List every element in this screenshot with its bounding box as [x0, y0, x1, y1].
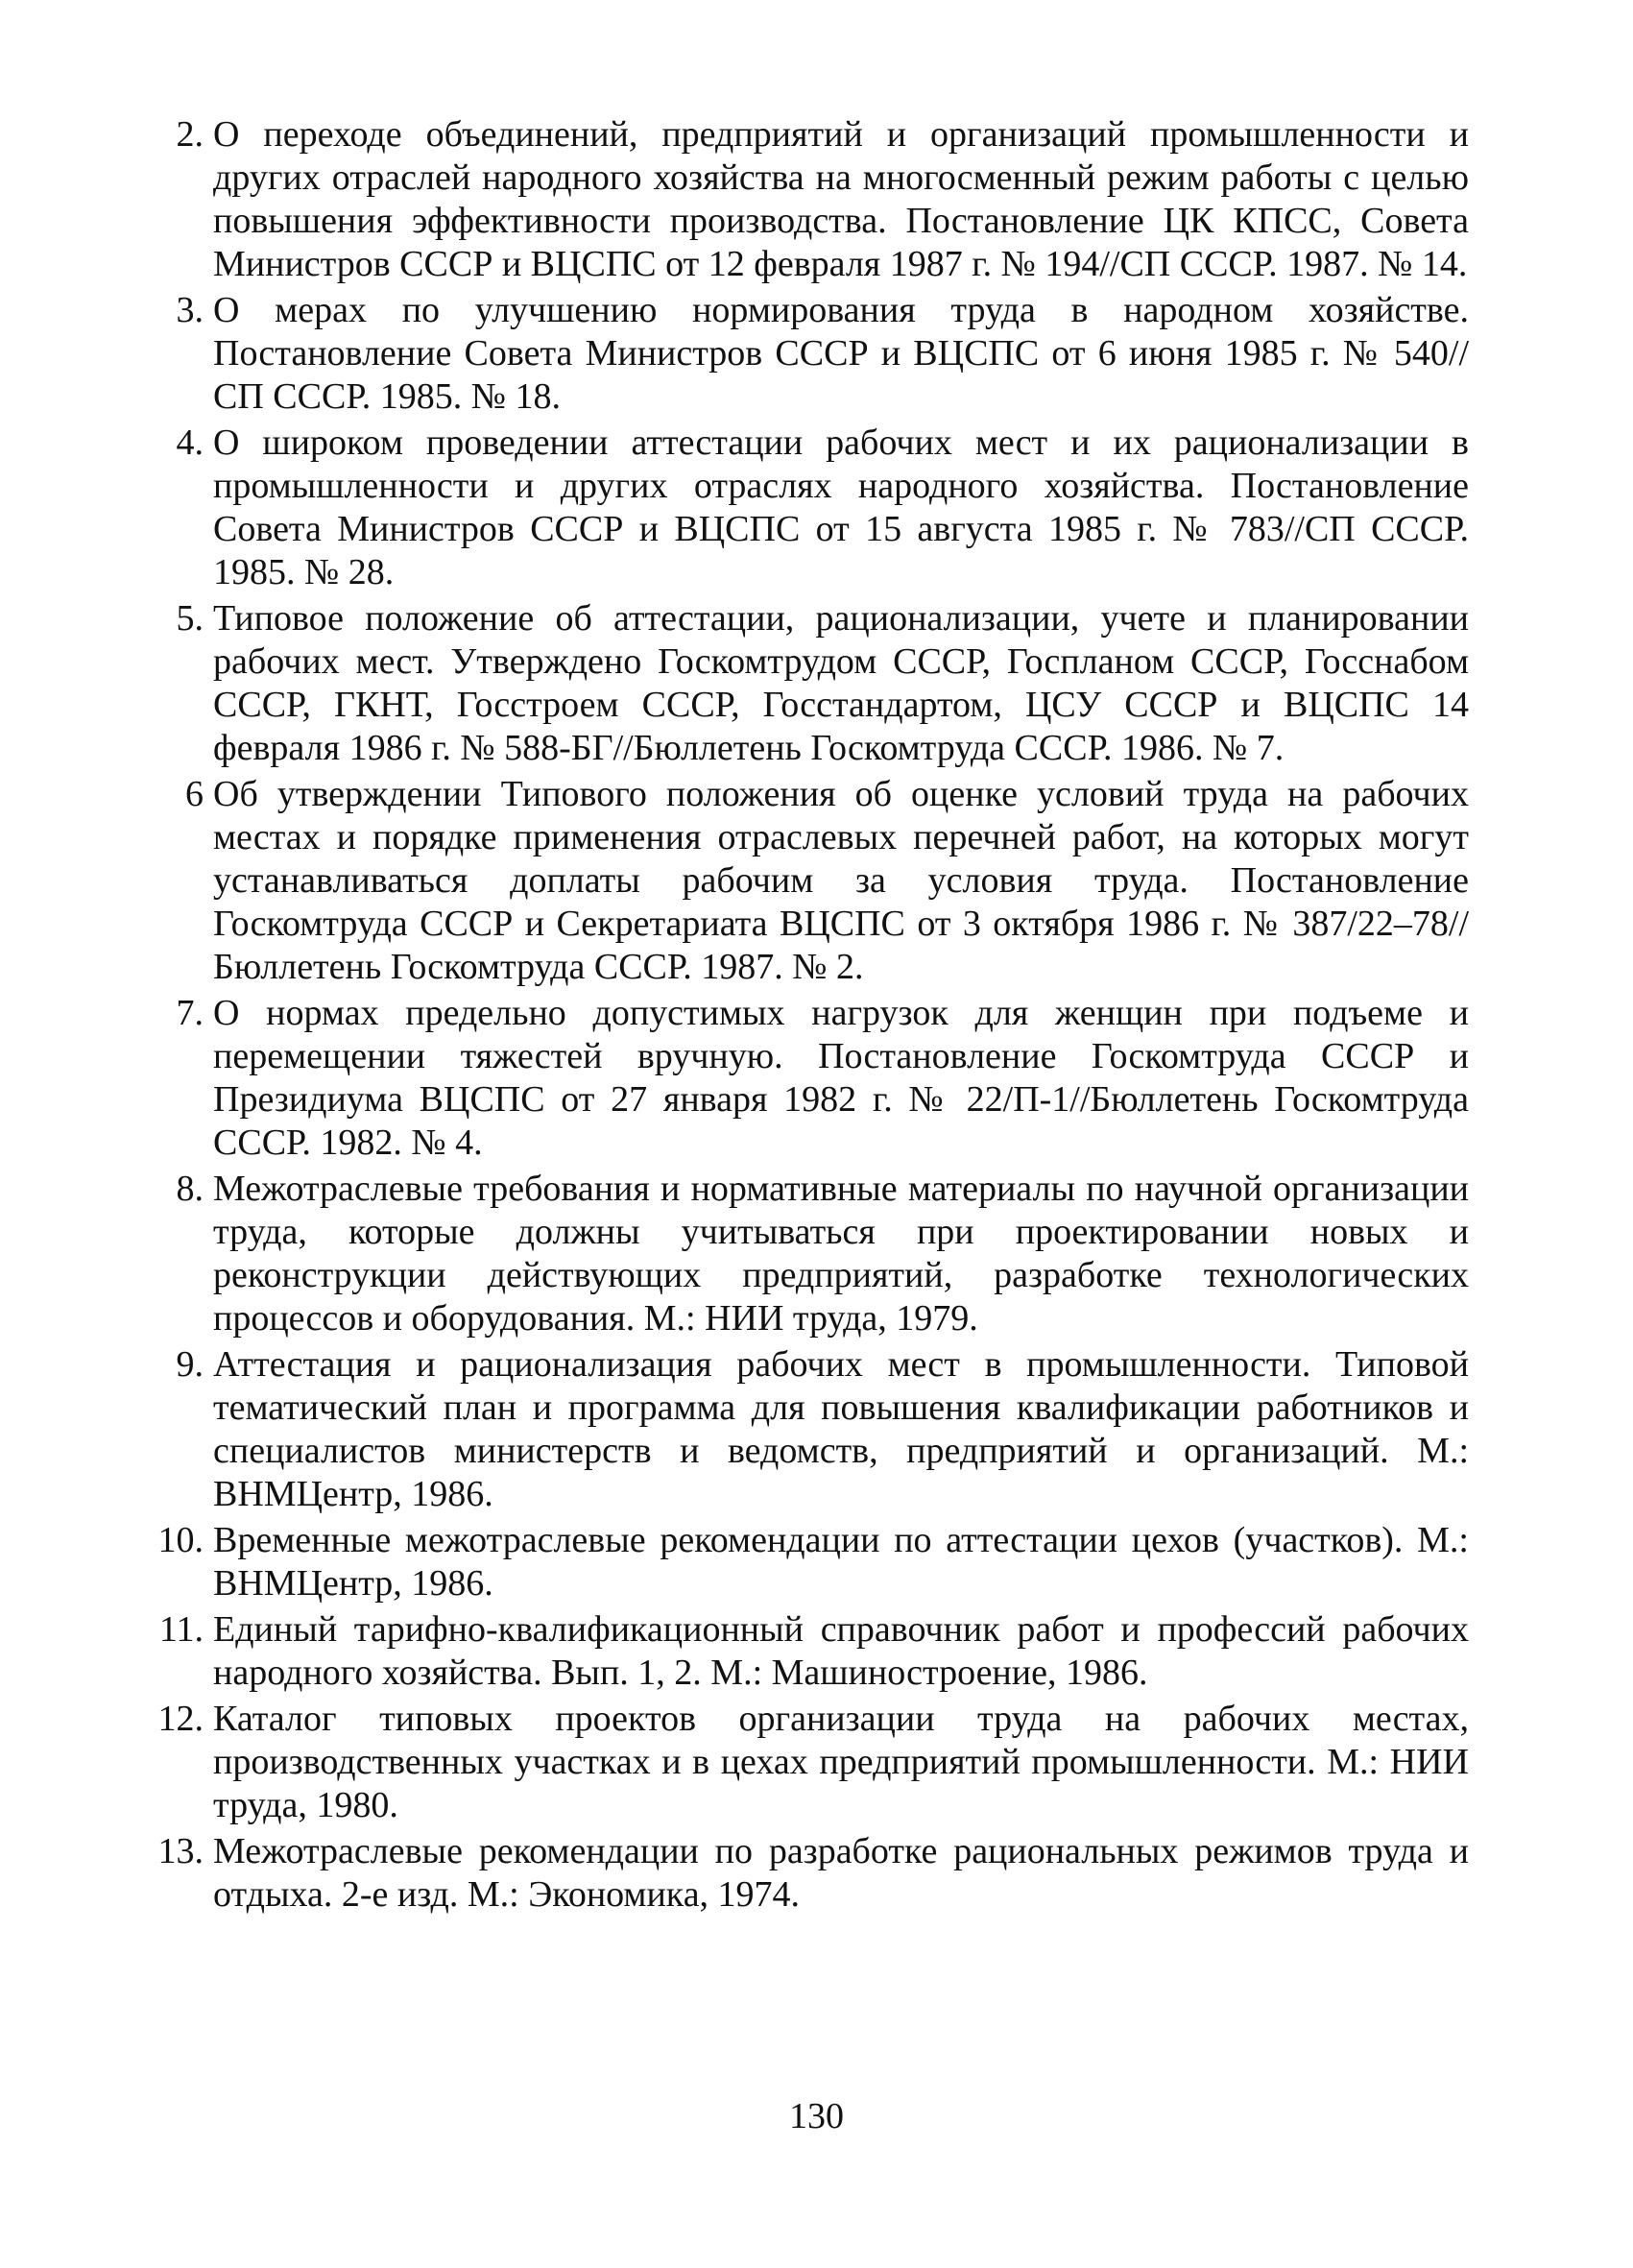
- reference-text: Каталог типовых проектов организации труда на рабочих местах, производственных участках и в цехах предприятий промышленности. М.: НИИ труда, 1980.: [213, 1699, 1469, 1825]
- reference-number: 5.: [176, 598, 204, 639]
- reference-text: Об утверждении Типового положения об оценке условий труда на рабочих местах и порядке применения отраслевых перечней работ, на которых могут устанавливаться доплаты рабочим за условия труда. Постановление Госкомтруда СССР и Секретариата ВЦСПС от 3 октября 1986 г. № 387/22–78//Бюллетень Госкомтруда СССР. 1987. № 2.: [213, 774, 1469, 987]
- reference-number: 3.: [176, 290, 204, 330]
- reference-number: 12.: [157, 1699, 204, 1739]
- reference-item: [144, 1519, 1469, 1605]
- reference-item: [144, 1608, 1469, 1695]
- reference-item: [144, 1698, 1469, 1827]
- reference-number: 9.: [176, 1344, 204, 1385]
- reference-text: Временные межотраслевые рекомендации по аттестации цехов (участков). М.: ВНМЦентр, 1986.: [213, 1520, 1469, 1604]
- reference-text: О мерах по улучшению нормирования труда в народном хозяйстве. Постановление Совета Министров СССР и ВЦСПС от 6 июня 1985 г. № 540//СП СССР. 1985. № 18.: [213, 290, 1469, 417]
- reference-number: 13.: [157, 1831, 204, 1871]
- reference-item: [144, 1168, 1469, 1340]
- reference-item: [144, 992, 1469, 1165]
- reference-item: [144, 113, 1469, 286]
- reference-number: 2.: [176, 114, 204, 155]
- reference-number: 4.: [176, 422, 204, 463]
- reference-number: 7.: [176, 993, 204, 1033]
- reference-item: [144, 1830, 1469, 1917]
- page-number: 130: [789, 2096, 844, 2136]
- reference-item: [144, 422, 1469, 594]
- reference-text: О нормах предельно допустимых нагрузок для женщин при подъеме и перемещении тяжестей вручную. Постановление Госкомтруда СССР и Президиума ВЦСПС от 27 января 1982 г. № 22/П-1//Бюллетень Госкомтруда СССР. 1982. № 4.: [213, 993, 1469, 1163]
- reference-item: [144, 597, 1469, 770]
- reference-text: Единый тарифно-квалификационный справочник работ и профессий рабочих народного хозяйства. Вып. 1, 2. М.: Машиностроение, 1986.: [213, 1609, 1469, 1693]
- reference-text: О переходе объединений, предприятий и организаций промышленности и других отраслей народного хозяйства на многосменный режим работы с целью повышения эффективности производства. Постановление ЦК КПСС, Совета Министров СССР и ВЦСПС от 12 февраля 1987 г. № 194//СП СССР. 1987. № 14.: [213, 114, 1469, 284]
- reference-item: [144, 289, 1469, 419]
- reference-number: 10.: [157, 1520, 204, 1560]
- reference-number: 6: [185, 774, 204, 814]
- reference-text: Аттестация и рационализация рабочих мест в промышленности. Типовой тематический план и программа для повышения квалификации работников и специалистов министерств и ведомств, предприятий и организаций. М.: ВНМЦентр, 1986.: [213, 1344, 1469, 1514]
- reference-number: 11.: [158, 1609, 204, 1650]
- reference-text: Типовое положение об аттестации, рационализации, учете и планировании рабочих мест. Утверждено Госкомтрудом СССР, Госпланом СССР, Госснабом СССР, ГКНТ, Госстроем СССР, Госстандартом, ЦСУ СССР и ВЦСПС 14 февраля 1986 г. № 588-БГ//Бюллетень Госкомтруда СССР. 1986. № 7.: [213, 598, 1469, 768]
- reference-list: [144, 113, 1469, 1919]
- reference-number: 8.: [176, 1169, 204, 1209]
- reference-text: О широком проведении аттестации рабочих мест и их рационализации в промышленности и других отраслях народного хозяйства. Постановление Совета Министров СССР и ВЦСПС от 15 августа 1985 г. № 783//СП СССР. 1985. № 28.: [213, 422, 1469, 592]
- reference-text: Межотраслевые рекомендации по разработке рациональных режимов труда и отдыха. 2-е изд. М.: Экономика, 1974.: [213, 1831, 1469, 1915]
- reference-item: [144, 773, 1469, 989]
- reference-text: Межотраслевые требования и нормативные материалы по научной организации труда, которые должны учитываться при проектировании новых и реконструкции действующих предприятий, разработке технологических процессов и оборудования. М.: НИИ труда, 1979.: [213, 1169, 1469, 1339]
- reference-item: [144, 1343, 1469, 1516]
